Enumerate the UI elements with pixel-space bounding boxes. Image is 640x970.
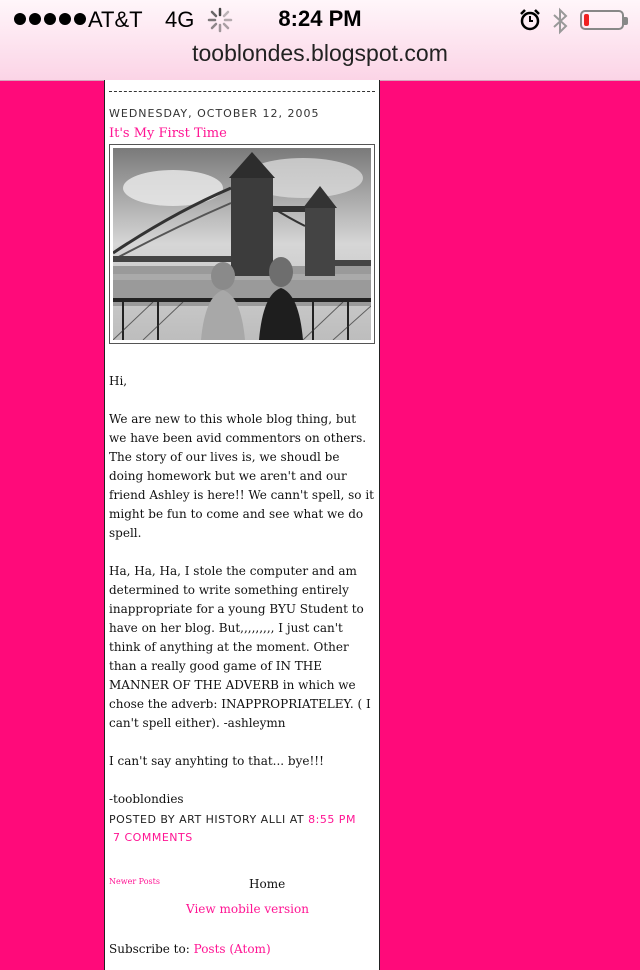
network-type-label: 4G — [165, 7, 195, 32]
posted-by-label: POSTED BY ART HISTORY ALLI AT — [109, 813, 305, 826]
alarm-clock-icon — [519, 9, 541, 31]
battery-icon — [580, 10, 624, 30]
post-paragraph: Hi, — [109, 374, 128, 388]
post-paragraph: I can't say anyhting to that... bye!!! — [109, 754, 324, 768]
comments-link[interactable]: 7 COMMENTS — [113, 831, 193, 844]
post-timestamp-link[interactable]: 8:55 PM — [308, 813, 356, 826]
carrier-label: AT&T — [88, 7, 143, 32]
blog-post-column — [104, 80, 380, 970]
subscribe-label: Subscribe to: — [109, 942, 190, 956]
address-bar[interactable]: tooblondes.blogspot.com — [192, 40, 448, 66]
newer-posts-link[interactable]: Newer Posts — [109, 877, 160, 886]
post-paragraph: We are new to this whole blog thing, but we have been avid commentors on others. The story of our lives is, we shoudl be doing homework but we aren't and our friend Ashley is here!! We cann't spell, so it might be fun to come and see what we do spell. — [109, 412, 375, 540]
browser-chrome — [0, 0, 640, 81]
post-footer-byline — [109, 813, 356, 826]
clock-time: 8:24 PM — [278, 6, 362, 31]
post-body — [109, 372, 377, 828]
post-paragraph: -tooblondies — [109, 792, 184, 806]
post-paragraph: Ha, Ha, Ha, I stole the computer and am determined to write something entirely inappropriate for a young BYU Student to have on her blog. But,,,,,,,,, I just can't think of anything at the moment. Other than a really good game of IN THE MANNER OF THE ADVERB in which we chose the adverb: INAPPROPRIATELEY. ( I can't spell either). -ashleymn — [109, 564, 371, 730]
home-link[interactable]: Home — [249, 877, 286, 891]
battery-level — [584, 14, 589, 26]
tower-bridge-photo — [113, 148, 371, 340]
post-title-link[interactable]: It's My First Time — [109, 126, 227, 141]
subscribe-line — [109, 942, 271, 956]
status-bar — [0, 0, 640, 40]
bluetooth-icon — [550, 7, 570, 35]
posts-atom-link[interactable]: Posts (Atom) — [193, 942, 271, 956]
post-date: WEDNESDAY, OCTOBER 12, 2005 — [109, 107, 320, 120]
dashed-divider — [109, 91, 375, 92]
view-mobile-version-link[interactable]: View mobile version — [186, 902, 309, 916]
post-photo[interactable] — [109, 144, 375, 344]
